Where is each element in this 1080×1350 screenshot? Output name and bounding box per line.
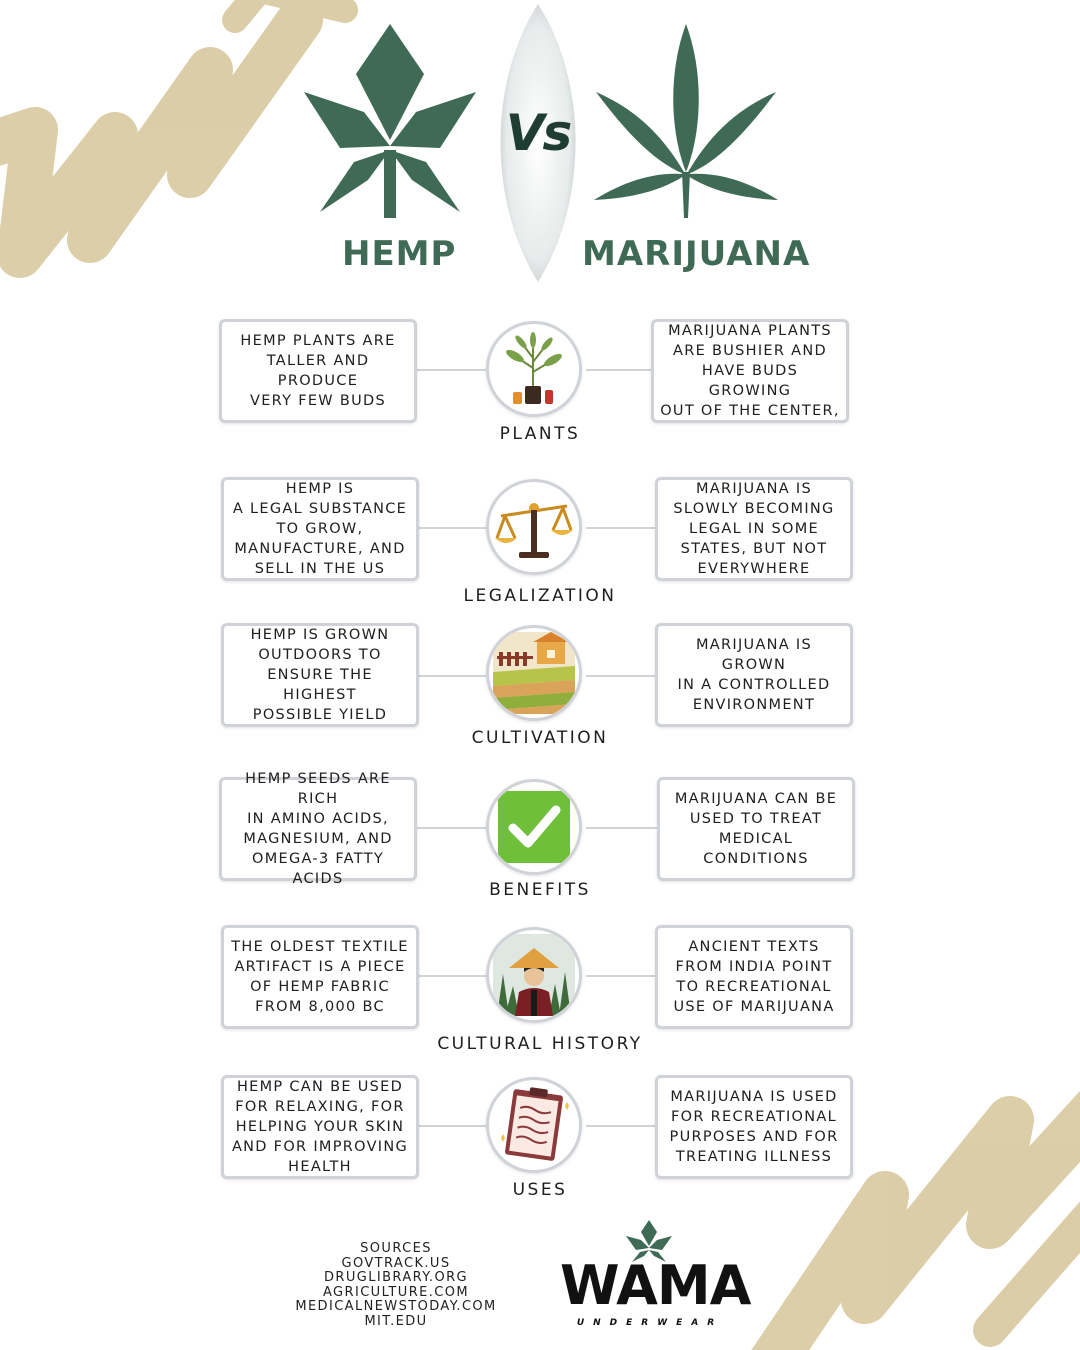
fact-line: MAGNESIUM, AND: [243, 831, 393, 847]
hemp-fact-box: [221, 925, 419, 1029]
fact-line: EVERYWHERE: [697, 561, 811, 577]
category-icon-circle: [486, 321, 582, 417]
category-label: CULTURAL HISTORY: [437, 1034, 643, 1054]
fact-line: FROM INDIA POINT: [675, 959, 833, 975]
fact-line: MANUFACTURE, AND: [234, 541, 406, 557]
fact-line: FOR RECREATIONAL: [670, 1109, 838, 1125]
category-icon-circle: [486, 479, 582, 575]
source-item: GOVTRACK.US: [341, 1255, 451, 1271]
category-label: BENEFITS: [489, 880, 591, 900]
hemp-title: HEMP: [342, 234, 457, 274]
marijuana-leaf-icon: [586, 22, 786, 220]
source-item: AGRICULTURE.COM: [322, 1284, 469, 1300]
fact-line: MARIJUANA CAN BE: [674, 791, 838, 807]
hemp-fact-box: [221, 623, 419, 727]
fact-line: OF HEMP FABRIC: [250, 979, 390, 995]
scales-icon: [493, 486, 575, 568]
fact-line: USE OF MARIJUANA: [673, 999, 835, 1015]
fact-line: IN A CONTROLLED: [677, 677, 831, 693]
connector-right: [586, 369, 652, 371]
fact-line: ARE BUSHIER AND: [673, 343, 827, 359]
fact-line: HEMP IS GROWN: [250, 627, 390, 643]
clipboard-icon: [493, 1084, 575, 1166]
connector-right: [586, 1125, 656, 1127]
connector-left: [416, 827, 486, 829]
fact-line: HELPING YOUR SKIN: [235, 1119, 405, 1135]
marijuana-fact-box: [655, 623, 853, 727]
fact-line: MARIJUANA PLANTS: [668, 323, 832, 339]
fact-line: THE OLDEST TEXTILE: [231, 939, 409, 955]
connector-left: [418, 527, 486, 529]
connector-left: [416, 369, 486, 371]
fact-line: OMEGA-3 FATTY ACIDS: [251, 851, 384, 887]
hemp-fact-box: [221, 1075, 419, 1179]
category-icon-circle: [486, 927, 582, 1023]
fact-line: MARIJUANA IS: [695, 481, 813, 497]
marijuana-fact-box: [651, 319, 849, 423]
marijuana-fact-box: [655, 477, 853, 581]
connector-right: [586, 675, 656, 677]
fact-line: IN AMINO ACIDS,: [247, 811, 389, 827]
marijuana-title: MARIJUANA: [582, 234, 811, 274]
category-label: PLANTS: [499, 424, 581, 444]
source-item: DRUGLIBRARY.ORG: [323, 1270, 468, 1286]
fact-line: A LEGAL SUBSTANCE: [232, 501, 408, 517]
fact-line: PURPOSES AND FOR: [669, 1129, 839, 1145]
fact-line: HEMP CAN BE USED: [236, 1079, 404, 1095]
fact-line: TREATING ILLNESS: [675, 1149, 833, 1165]
hemp-fact-box: [221, 477, 419, 581]
fact-line: TO RECREATIONAL: [676, 979, 832, 995]
connector-right: [586, 827, 658, 829]
fact-line: MARIJUANA IS GROWN: [695, 637, 813, 673]
category-icon-circle: [486, 779, 582, 875]
fact-line: STATES, BUT NOT: [680, 541, 828, 557]
connector-left: [418, 975, 486, 977]
hemp-fact-box: [219, 771, 417, 887]
farmer-icon: [493, 934, 575, 1016]
fact-line: AND FOR IMPROVING: [231, 1139, 409, 1155]
marijuana-fact-box: [657, 777, 855, 881]
category-label: LEGALIZATION: [463, 586, 617, 606]
fact-line: TO GROW,: [276, 521, 364, 537]
fact-line: SLOWLY BECOMING: [673, 501, 835, 517]
connector-left: [418, 1125, 486, 1127]
category-label: USES: [512, 1180, 568, 1200]
hemp-fact-box: [219, 319, 417, 423]
fact-line: HEMP IS: [285, 481, 355, 497]
fact-line: ARTIFACT IS A PIECE: [234, 959, 406, 975]
checkmark-icon: [493, 786, 575, 868]
category-icon-circle: [486, 625, 582, 721]
vs-label: Vs: [505, 104, 571, 162]
fact-line: USED TO TREAT: [689, 811, 823, 827]
fact-line: HEMP SEEDS ARE RICH: [245, 771, 391, 807]
connector-left: [418, 675, 486, 677]
fact-line: ENSURE THE HIGHEST: [267, 667, 373, 703]
fact-line: MEDICAL CONDITIONS: [703, 831, 809, 867]
farm-field-icon: [493, 632, 575, 714]
marijuana-fact-box: [655, 925, 853, 1029]
connector-right: [586, 975, 656, 977]
fact-line: FOR RELAXING, FOR: [235, 1099, 405, 1115]
fact-line: LEGAL IN SOME: [688, 521, 819, 537]
potted-plant-icon: [493, 328, 575, 410]
fact-line: TALLER AND PRODUCE: [266, 353, 370, 389]
fact-line: VERY FEW BUDS: [250, 393, 386, 409]
category-label: CULTIVATION: [471, 728, 609, 748]
fact-line: ENVIRONMENT: [692, 697, 816, 713]
fact-line: HAVE BUDS GROWING: [701, 363, 799, 399]
source-item: MIT.EDU: [364, 1313, 428, 1329]
logo-subtext: UNDERWEAR: [576, 1318, 724, 1328]
hemp-leaf-icon: [298, 22, 482, 220]
fact-line: FROM 8,000 BC: [255, 999, 385, 1015]
logo-wordmark: WAMA: [560, 1254, 751, 1317]
sources-list: [280, 1242, 512, 1330]
fact-line: ANCIENT TEXTS: [688, 939, 820, 955]
fact-line: POSSIBLE YIELD: [252, 707, 388, 723]
fact-line: HEMP PLANTS ARE: [240, 333, 396, 349]
marijuana-fact-box: [655, 1075, 853, 1179]
fact-line: MARIJUANA IS USED: [670, 1089, 838, 1105]
category-icon-circle: [486, 1077, 582, 1173]
sources-heading: SOURCES: [360, 1241, 432, 1256]
source-item: MEDICALNEWSTODAY.COM: [295, 1299, 497, 1315]
connector-right: [586, 527, 656, 529]
fact-line: OUT OF THE CENTER,: [660, 403, 840, 419]
fact-line: OUTDOORS TO: [258, 647, 382, 663]
fact-line: SELL IN THE US: [254, 561, 386, 577]
fact-line: HEALTH: [288, 1159, 352, 1175]
